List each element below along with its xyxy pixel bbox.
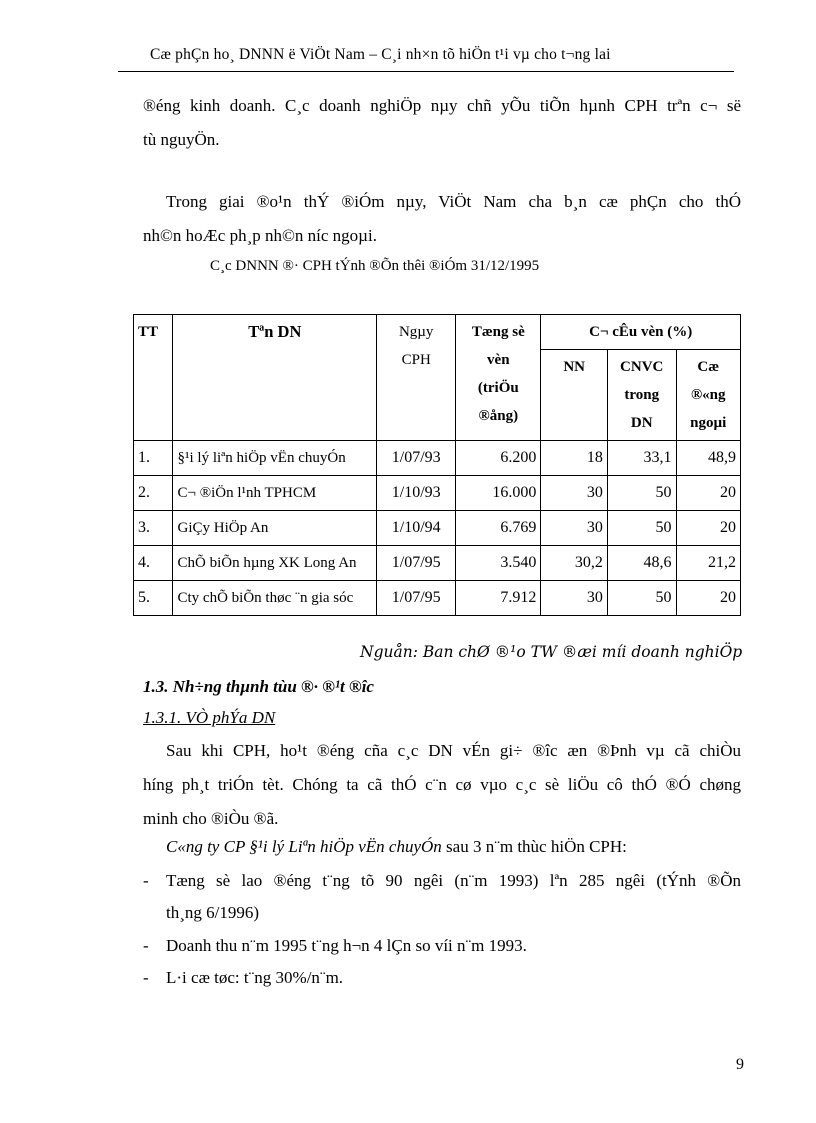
bullet-dash: - (143, 968, 149, 987)
header-name: Tªn DN (173, 315, 377, 441)
table-row (134, 511, 741, 546)
cell-tt: 5. (134, 581, 173, 616)
paragraph-line: minh cho ®iÒu ®ã. (143, 809, 279, 828)
paragraph-line: tù nguyÖn. (143, 130, 220, 149)
cell-capital: 6.769 (456, 511, 541, 546)
header-other-line: ®«ng (690, 387, 726, 403)
cell-nn: 30 (541, 581, 608, 616)
cell-other: 20 (676, 511, 740, 546)
cell-cnvc: 50 (607, 511, 676, 546)
cell-nn: 30 (541, 511, 608, 546)
header-date-line: CPH (401, 352, 431, 368)
cell-capital: 6.200 (456, 441, 541, 476)
cell-other: 20 (676, 476, 740, 511)
cell-cnvc: 50 (607, 581, 676, 616)
header-cnvc (607, 350, 676, 441)
cell-nn: 18 (541, 441, 608, 476)
header-cnvc-line: DN (630, 415, 653, 431)
table-row (134, 581, 741, 616)
paragraph-line (166, 837, 627, 857)
cell-tt: 1. (134, 441, 173, 476)
header-nn: NN (541, 350, 608, 441)
cell-nn: 30 (541, 476, 608, 511)
paragraph-line: ®éng kinh doanh. C¸c doanh nghiÖp nµy chñ yÕu tiÕn hµnh CPH trªn c¬ së (143, 96, 741, 115)
header-capital-line: (triÖu (477, 380, 519, 396)
section-heading: 1.3. Nh÷ng thµnh tùu ®· ®¹t ®îc (143, 677, 374, 696)
dnnn-table (133, 314, 741, 616)
cell-date: 1/07/93 (377, 441, 456, 476)
paragraph-line: Trong giai ®o¹n thÝ ®iÓm nµy, ViÖt Nam cha b¸n cæ phÇn cho thÓ (166, 192, 741, 211)
paragraph-line: nh©n hoÆc ph¸p nh©n níc ngoµi. (143, 226, 377, 245)
cell-capital: 3.540 (456, 546, 541, 581)
header-other (676, 350, 740, 441)
header-cnvc-line: CNVC (620, 359, 664, 375)
cell-name: C¬ ®iÖn l¹nh TPHCM (173, 476, 377, 511)
cell-nn: 30,2 (541, 546, 608, 581)
bullet-dash: - (143, 871, 149, 890)
cell-capital: 7.912 (456, 581, 541, 616)
running-header: Cæ phÇn ho¸ DNNN ë ViÖt Nam – C¸i nh×n tõ hiÖn t¹i vµ cho t¬ng lai (150, 46, 611, 63)
table-row (134, 546, 741, 581)
page-number: 9 (736, 1056, 744, 1073)
cell-cnvc: 50 (607, 476, 676, 511)
cell-date: 1/10/94 (377, 511, 456, 546)
cell-other: 21,2 (676, 546, 740, 581)
table-source: Nguån: Ban chØ ®¹o TW ®æi míi doanh nghiÖp (360, 643, 743, 661)
header-structure: C¬ cÊu vèn (%) (541, 315, 741, 350)
paragraph-line: Sau khi CPH, ho¹t ®éng cña c¸c DN vÉn gi÷ ®îc æn ®Þnh vµ cã chiÒu (166, 741, 741, 760)
subsection-heading: 1.3.1. VÒ phÝa DN (143, 708, 276, 727)
cell-tt: 2. (134, 476, 173, 511)
header-other-line: ngoµi (690, 415, 727, 431)
cell-name: §¹i lý liªn hiÖp vËn chuyÓn (173, 441, 377, 476)
table-row (134, 441, 741, 476)
header-cnvc-line: trong (624, 387, 660, 403)
cell-date: 1/07/95 (377, 546, 456, 581)
header-tt: TT (134, 315, 173, 441)
cell-name: ChÕ biÕn hµng XK Long An (173, 546, 377, 581)
table-row (134, 476, 741, 511)
cell-tt: 4. (134, 546, 173, 581)
header-other-line: Cæ (697, 359, 720, 375)
cell-name: GiÇy HiÖp An (173, 511, 377, 546)
cell-tt: 3. (134, 511, 173, 546)
cell-cnvc: 33,1 (607, 441, 676, 476)
cell-date: 1/07/95 (377, 581, 456, 616)
cell-cnvc: 48,6 (607, 546, 676, 581)
bullet-text: th¸ng 6/1996) (166, 903, 260, 922)
cell-other: 20 (676, 581, 740, 616)
bullet-text: L·i cæ tøc: t¨ng 30%/n¨m. (166, 968, 344, 987)
header-capital-line: Tæng sè (471, 324, 525, 340)
paragraph-rest: sau 3 n¨m thùc hiÖn CPH: (441, 837, 627, 856)
header-capital-line: vèn (487, 352, 510, 368)
cell-other: 48,9 (676, 441, 740, 476)
cell-capital: 16.000 (456, 476, 541, 511)
header-rule (118, 71, 734, 72)
bullet-text: Tæng sè lao ®éng t¨ng tõ 90 ngêi (n¨m 1993) lªn 285 ngêi (tÝnh ®Õn (166, 871, 741, 890)
bullet-text: Doanh thu n¨m 1995 t¨ng h¬n 4 lÇn so víi n¨m 1993. (166, 936, 527, 955)
header-date (377, 315, 456, 441)
cell-name: Cty chÕ biÕn thøc ¨n gia sóc (173, 581, 377, 616)
header-capital-line: ®ång) (478, 408, 519, 424)
bullet-dash: - (143, 936, 149, 955)
header-date-line: Ngµy (398, 324, 434, 340)
cell-date: 1/10/93 (377, 476, 456, 511)
paragraph-line: híng ph¸t triÓn tèt. Chóng ta cã thÓ c¨n cø vµo c¸c sè liÖu cô thÓ ®Ó chøng (143, 775, 741, 794)
table-caption: C¸c DNNN ®· CPH tÝnh ®Õn thêi ®iÓm 31/12/1995 (210, 258, 540, 274)
header-capital (456, 315, 541, 441)
company-name: C«ng ty CP §¹i lý Liªn hiÖp vËn chuyÓn (166, 837, 442, 856)
